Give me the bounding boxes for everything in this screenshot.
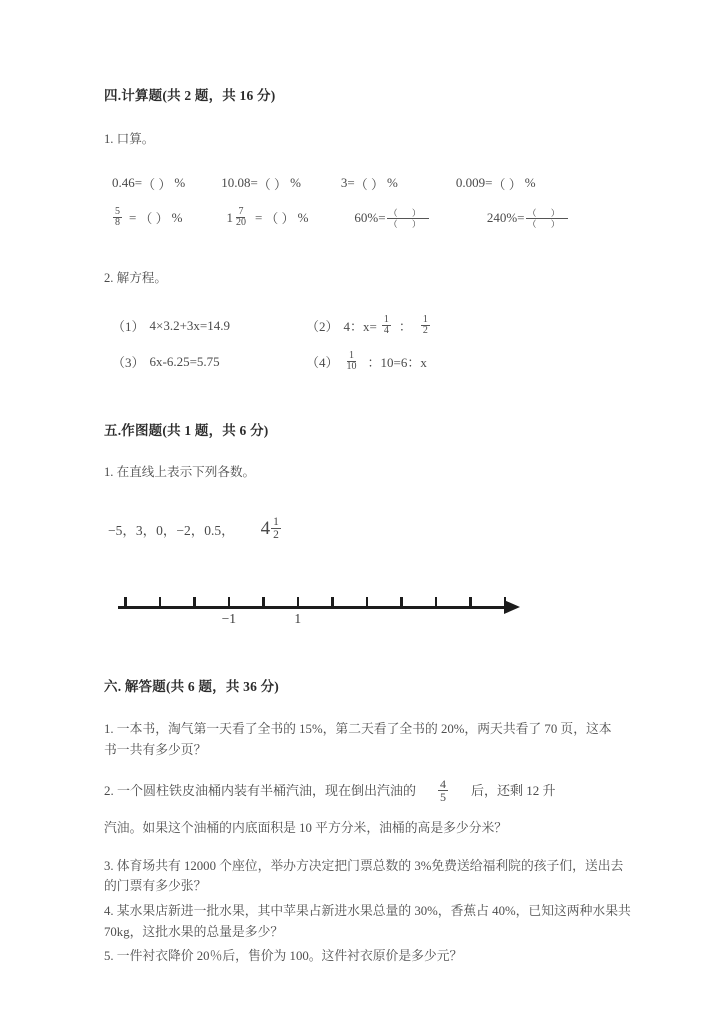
- number-line-diagram: [118, 589, 538, 635]
- fraction-denominator: 8: [115, 217, 120, 229]
- percent-sign: %: [174, 175, 186, 191]
- answer-blank[interactable]: （ ）: [354, 176, 385, 192]
- equation-row-2: [104, 351, 644, 373]
- percent-sign: %: [171, 209, 183, 225]
- answer-blank[interactable]: （ ）: [492, 176, 522, 192]
- equation-number: （4）: [306, 355, 339, 371]
- equation-body: 4：x=: [343, 319, 377, 335]
- number-list: [104, 516, 644, 541]
- word-problem-4: 4. 某水果店新进一批水果，其中苹果占新进水果总量的 30%，香蕉占 40%，已知这两种水果共 70kg，这批水果的总量是多少？: [104, 904, 631, 939]
- fraction-blank[interactable]: [526, 208, 568, 231]
- percent-sign: %: [387, 175, 398, 191]
- fraction-denominator-blank[interactable]: （ ）: [527, 219, 566, 230]
- fraction-numerator: 4: [440, 776, 447, 791]
- section-word-problems: [104, 675, 644, 967]
- expr-left: 0.009=: [455, 175, 493, 191]
- number-line-tick: [159, 597, 162, 607]
- fraction-denominator-blank[interactable]: （ ）: [388, 219, 427, 230]
- fraction-4-5: [438, 778, 448, 804]
- number-line-tick: [469, 597, 472, 607]
- problem-label-s5-q1: 1. 在直线上表示下列各数。: [104, 464, 256, 479]
- answer-blank[interactable]: （ ）: [265, 211, 295, 227]
- fraction-numerator: 1: [273, 516, 279, 529]
- answer-blank[interactable]: （ ）: [257, 176, 288, 192]
- oral-calc-item-percent-to-frac: [354, 207, 428, 230]
- equation-number: （2）: [306, 319, 339, 335]
- equation-row-1: [104, 315, 644, 337]
- percent-sign: %: [524, 175, 536, 191]
- percent-sign: %: [290, 175, 301, 191]
- expr-left: 3=: [340, 175, 355, 191]
- mixed-whole-part: 4: [260, 517, 271, 539]
- word-problem-2: [104, 778, 644, 839]
- word-problem-1: 1. 一本书，淘气第一天看了全书的 15%，第二天看了全书的 20%，两天共看了 70 页，这本书一共有多少页？: [104, 722, 612, 757]
- word-problem-5: 5. 一件衬衣降价 20％后，售价为 100。这件衬衣原价是多少元？: [104, 949, 463, 964]
- number-line-tick: [331, 597, 334, 607]
- word-problem-2-text-a: 2. 一个圆柱铁皮油桶内装有半桶汽油，现在倒出汽油的: [104, 783, 417, 799]
- number-line-tick: [228, 597, 231, 607]
- equation-4: [306, 351, 427, 373]
- fraction-numerator-blank[interactable]: （ ）: [388, 207, 427, 218]
- mixed-number-1-7-20: [226, 207, 249, 229]
- expr-left: 10.08=: [221, 175, 258, 191]
- number-line-tick-label: 1: [294, 611, 302, 627]
- section-heading-4: 四.计算题(共 2 题，共 16 分): [104, 88, 276, 103]
- fraction-denominator: 4: [383, 325, 389, 337]
- fraction-5-8: [113, 207, 122, 229]
- worksheet-content: [104, 84, 644, 967]
- fraction-denominator: 2: [422, 325, 428, 337]
- equation-body: ：10=6：x: [367, 355, 427, 371]
- oral-calc-item-percent-to-frac: [487, 207, 568, 230]
- fraction-denominator: 20: [235, 217, 246, 229]
- ratio-colon: ：: [398, 319, 412, 335]
- number-line-tick: [124, 597, 127, 607]
- oral-calc-row-2: [104, 207, 644, 230]
- fraction-numerator: 1: [422, 313, 428, 325]
- fraction-1-2: [271, 516, 281, 541]
- number-list-text: −5，3，0，−2，0.5，: [108, 522, 235, 538]
- fraction-blank[interactable]: [387, 208, 429, 231]
- equation-2: [306, 315, 431, 337]
- word-problem-2-text-b: 后，还剩 12 升: [471, 783, 556, 799]
- equation-1: [112, 316, 306, 335]
- fraction-1-2: [421, 315, 430, 337]
- oral-calc-item-mixed: [226, 207, 308, 229]
- oral-calc-item: [112, 174, 185, 193]
- word-problem-3: 3. 体育场共有 12000 个座位，举办方决定把门票总数的 3%免费送给福利院的孩子们，送出去的门票有多少张？: [104, 858, 624, 894]
- fraction-denominator: 10: [346, 361, 357, 373]
- mixed-number-4-1-2: [261, 516, 282, 541]
- answer-blank[interactable]: （ ）: [142, 176, 172, 192]
- fraction-7-20: [234, 207, 248, 229]
- fraction-numerator-blank[interactable]: （ ）: [527, 207, 566, 218]
- fraction-numerator: 1: [349, 349, 355, 361]
- section-drawing: [104, 419, 644, 636]
- mixed-whole-part: 1: [226, 209, 233, 225]
- number-line-tick: [193, 597, 196, 607]
- section-heading-6: 六. 解答题(共 6 题，共 36 分): [104, 679, 279, 695]
- oral-calc-item: [221, 174, 301, 193]
- number-line-tick: [366, 597, 369, 607]
- number-line-arrow-icon: [504, 600, 520, 614]
- expr-left: 0.46=: [112, 175, 143, 191]
- fraction-numerator: 1: [383, 313, 389, 325]
- number-line-tick-label: −1: [221, 611, 236, 627]
- equation-body: 6x-6.25=5.75: [149, 353, 220, 369]
- answer-blank[interactable]: （ ）: [139, 211, 169, 227]
- problem-label-s4-q1: 1. 口算。: [104, 132, 155, 146]
- section-calculation: [104, 84, 644, 373]
- oral-calc-row-1: [104, 174, 644, 193]
- oral-calc-item: [456, 174, 536, 193]
- equation-3: [112, 352, 306, 371]
- fraction-numerator: 5: [115, 205, 120, 217]
- equation-body: 4×3.2+3x=14.9: [149, 317, 231, 333]
- number-line-tick: [504, 597, 507, 607]
- section-heading-5: 五.作图题(共 1 题，共 6 分): [104, 422, 269, 438]
- fraction-denominator: 5: [440, 790, 447, 805]
- oral-calc-item: [341, 174, 398, 193]
- expr-left: 60%=: [354, 209, 386, 225]
- percent-sign: %: [297, 209, 309, 225]
- number-line-axis: [118, 606, 506, 609]
- fraction-numerator: 7: [238, 205, 244, 217]
- equation-number: （3）: [112, 355, 145, 371]
- equals-sign: =: [129, 209, 137, 225]
- fraction-denominator: 2: [273, 529, 279, 542]
- number-line-tick: [262, 597, 265, 607]
- fraction-1-4: [382, 315, 391, 337]
- fraction-1-10: [345, 351, 359, 373]
- number-line-tick: [435, 597, 438, 607]
- equals-sign: =: [254, 209, 263, 225]
- number-line-tick: [400, 597, 403, 607]
- equation-number: （1）: [112, 319, 145, 335]
- problem-label-s4-q2: 2. 解方程。: [104, 271, 167, 286]
- number-line-tick: [297, 597, 300, 607]
- expr-left: 240%=: [486, 209, 525, 225]
- word-problem-2-text-c: 汽油。如果这个油桶的内底面积是 10 平方分米，油桶的高是多少分米？: [104, 820, 508, 835]
- oral-calc-item-fraction: [112, 207, 182, 229]
